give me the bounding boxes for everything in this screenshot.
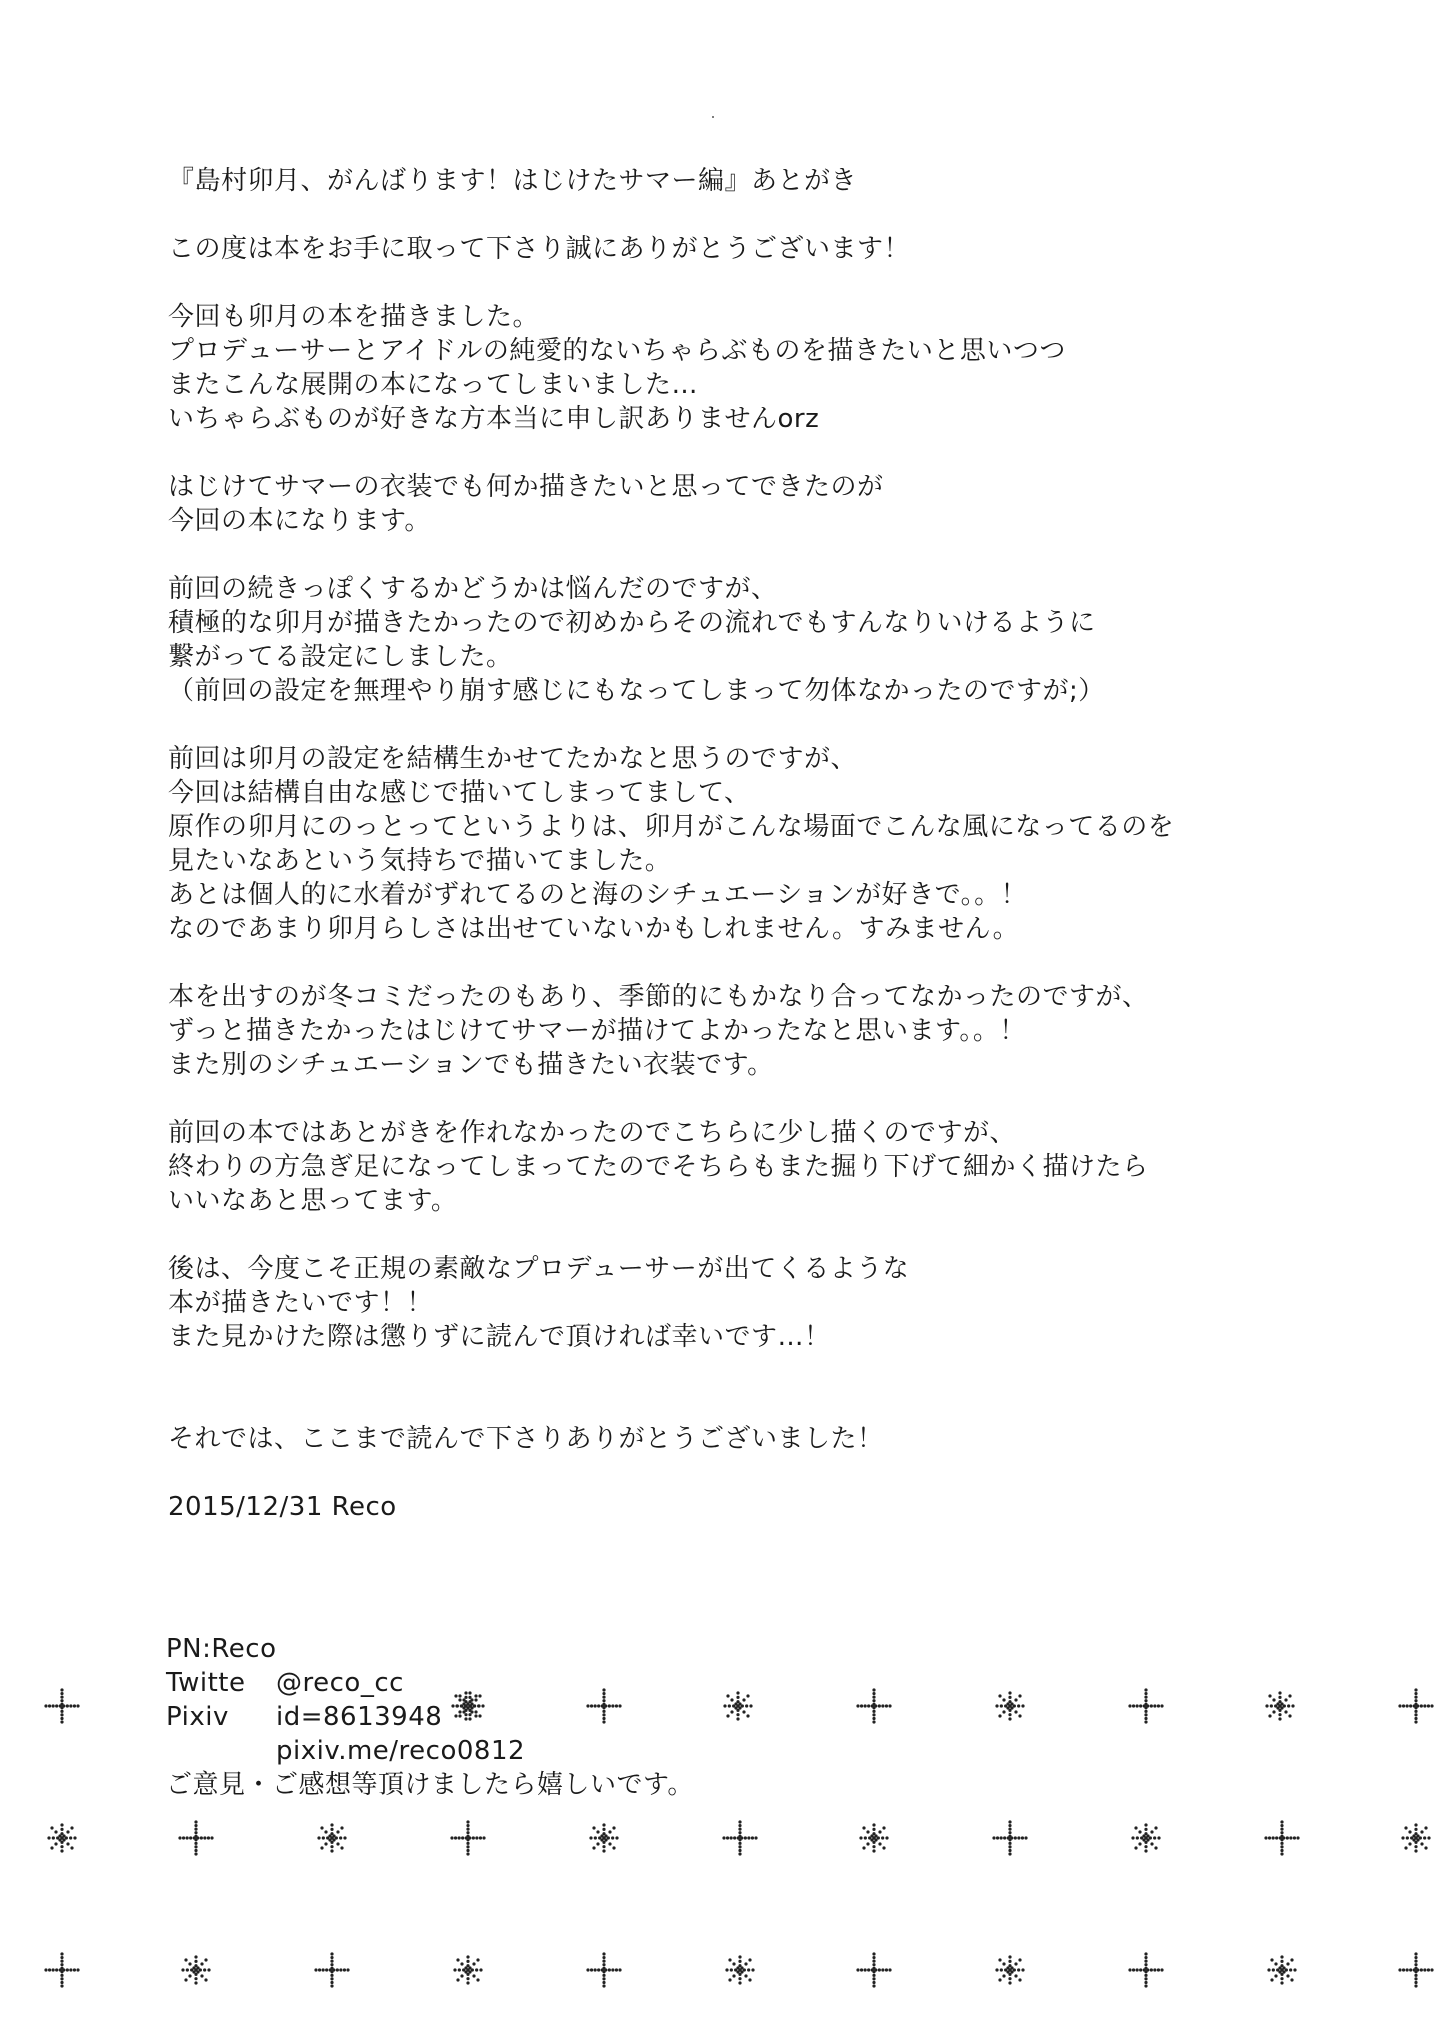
afterword-line: プロデューサーとアイドルの純愛的ないちゃらぶものを描きたいと思いつつ	[168, 336, 1066, 366]
afterword-line: また別のシチュエーションでも描きたい衣装です。	[168, 1050, 774, 1080]
snowflake-icon	[453, 1955, 482, 1984]
afterword-line: 今回も卯月の本を描きました。	[168, 302, 540, 332]
snowflake-icon	[1267, 1955, 1296, 1984]
afterword-line: あとは個人的に水着がずれてるのと海のシチュエーションが好きで。。！	[168, 880, 1028, 910]
plus-sparkle-icon	[1398, 1952, 1433, 1987]
plus-sparkle-icon	[856, 1952, 891, 1987]
snowflake-icon	[995, 1691, 1024, 1720]
afterword-line: 繋がってる設定にしました。	[168, 642, 513, 672]
snowflake-icon	[1265, 1691, 1294, 1720]
author-credits	[166, 1632, 694, 1802]
snowflake-icon	[181, 1955, 210, 1984]
snowflake-icon	[47, 1823, 76, 1852]
afterword-line: 終わりの方急ぎ足になってしまってたのでそちらもまた掘り下げて細かく描けたら	[168, 1152, 1149, 1182]
afterword-line: 前回は卯月の設定を結構生かせてたかなと思うのですが、	[168, 744, 858, 774]
twitter-label: Twitte	[166, 1668, 246, 1698]
afterword-line: いちゃらぶものが好きな方本当に申し訳ありませんorz	[168, 404, 820, 434]
snowflake-icon	[725, 1955, 754, 1984]
paper-speck	[712, 116, 714, 118]
afterword-line: いいなあと思ってます。	[168, 1186, 458, 1216]
plus-sparkle-icon	[44, 1952, 79, 1987]
pen-name: PN:Reco	[166, 1634, 277, 1664]
snowflake-icon	[1401, 1823, 1430, 1852]
afterword-line: 積極的な卯月が描きたかったので初めからその流れでもすんなりいけるように	[168, 608, 1096, 638]
plus-sparkle-icon	[586, 1952, 621, 1987]
afterword-line: 今回は結構自由な感じで描いてしまってまして、	[168, 778, 751, 808]
afterword-line: なのであまり卯月らしさは出せていないかもしれません。すみません。	[168, 914, 1020, 944]
plus-sparkle-icon	[1398, 1688, 1433, 1723]
afterword-line: 見たいなあという気持ちで描いてました。	[168, 846, 672, 876]
afterword-line: この度は本をお手に取って下さり誠にありがとうございます！	[168, 234, 911, 264]
afterword-line: 後は、今度こそ正規の素敵なプロデューサーが出てくるような	[168, 1254, 910, 1284]
snowflake-icon	[317, 1823, 346, 1852]
closing-thanks: それでは、ここまで読んで下さりありがとうございました！	[168, 1424, 884, 1454]
plus-sparkle-icon	[314, 1952, 349, 1987]
afterword-line: 原作の卯月にのっとってというよりは、卯月がこんな場面でこんな風になってるのを	[168, 812, 1175, 842]
afterword-line: 本を出すのが冬コミだったのもあり、季節的にもかなり合ってなかったのですが、	[168, 982, 1149, 1012]
snowflake-icon	[723, 1691, 752, 1720]
plus-sparkle-icon	[450, 1820, 485, 1855]
plus-sparkle-icon	[992, 1820, 1027, 1855]
pixiv-id: id=8613948	[276, 1702, 443, 1732]
feedback-note: ご意見・ご感想等頂けましたら嬉しいです。	[166, 1770, 694, 1800]
afterword-line: また見かけた際は懲りずに読んで頂ければ幸いです…！	[168, 1322, 831, 1352]
pixiv-url: pixiv.me/reco0812	[276, 1736, 526, 1766]
snowflake-icon	[589, 1823, 618, 1852]
pixiv-label: Pixiv	[166, 1702, 229, 1732]
twitter-handle: @reco_cc	[276, 1668, 404, 1698]
afterword-line: ずっと描きたかったはじけてサマーが描けてよかったなと思います。。！	[168, 1016, 1026, 1046]
afterword-title: 『島村卯月、がんばります！はじけたサマー編』あとがき	[168, 166, 858, 196]
afterword-line: 今回の本になります。	[168, 506, 431, 536]
twitter-row	[166, 1666, 694, 1700]
plus-sparkle-icon	[1128, 1688, 1163, 1723]
afterword-body	[168, 164, 1348, 1524]
plus-sparkle-icon	[1128, 1952, 1163, 1987]
plus-sparkle-icon	[178, 1820, 213, 1855]
afterword-line: 前回の続きっぽくするかどうかは悩んだのですが、	[168, 574, 778, 604]
afterword-line: （前回の設定を無理やり崩す感じにもなってしまって勿体なかったのですが;）	[168, 676, 1105, 706]
afterword-line: はじけてサマーの衣装でも何か描きたいと思ってできたのが	[168, 472, 884, 502]
afterword-line: 本が描きたいです！！	[168, 1288, 434, 1318]
afterword-line: またこんな展開の本になってしまいました…	[168, 370, 699, 400]
afterword-line: 前回の本ではあとがきを作れなかったのでこちらに少し描くのですが、	[168, 1118, 1017, 1148]
plus-sparkle-icon	[856, 1688, 891, 1723]
plus-sparkle-icon	[44, 1688, 79, 1723]
pixiv-url-row	[166, 1734, 694, 1768]
snowflake-icon	[995, 1955, 1024, 1984]
snowflake-icon	[1131, 1823, 1160, 1852]
signature-date: 2015/12/31 Reco	[168, 1492, 397, 1522]
plus-sparkle-icon	[722, 1820, 757, 1855]
pixiv-row	[166, 1700, 694, 1734]
snowflake-icon	[859, 1823, 888, 1852]
plus-sparkle-icon	[1264, 1820, 1299, 1855]
